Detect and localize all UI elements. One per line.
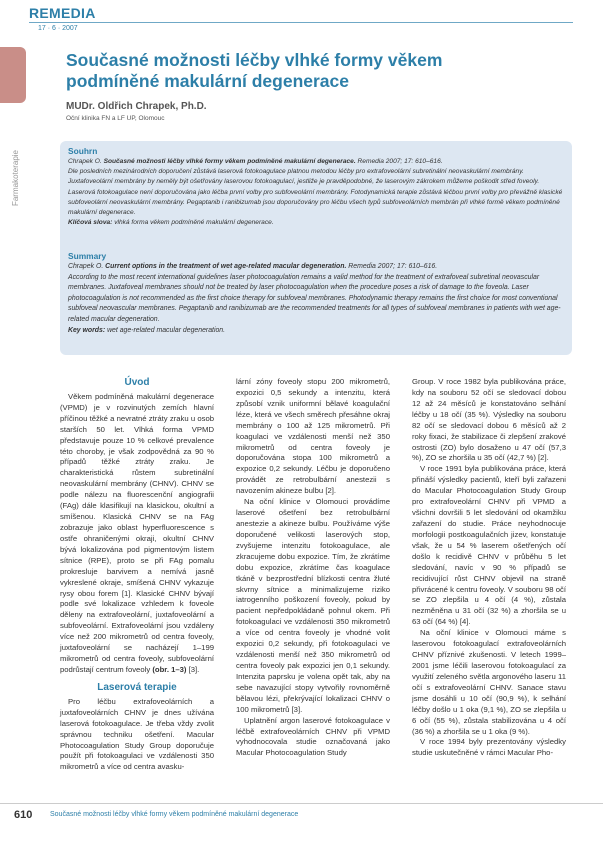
paragraph: Na oční klinice v Olomouci provádíme laserové ošetření bez retrobulbární anestezie a akineze bulbu. Používáme výše doporučené velikosti laserových stop, zvyšujeme intenzitu fotokoagulace, ale zkracujeme dobu expozice. Tím, že zkrátíme dobu expozice, zkrátíme čas koagulace tkáně v bezprostřední blízkosti centra žluté skvrny sítnice a minimalizujeme riziko iatrogenního poškození foveoly, pokud by pacient nepředpokládaně pohnul okem. Při fotokoagulaci ve vzdálenosti 350 mikrometrů a více od centra foveoly je vhodné volit expozici 0,2 sekundy, při fotokoagulaci ve vzdálenosti menší než 350 mikrometrů od centra foveoly pak expozici jen 0,1 sekundy. Intenzita paprsku je volena opět tak, aby na sebe navazující stopy vytvořily rovnoměrně bělavou lézi, překrývající lokalizaci CHNV o 100 mikrometrů [3]. bbox=[236, 497, 390, 714]
footer-divider bbox=[0, 803, 603, 804]
citation-authors: Chrapek O. bbox=[68, 158, 102, 165]
paragraph: V roce 1991 byla publikována práce, která přináší výsledky pacientů, kteří byli zařazeni do Macular Photocoagulation Study Group pro extrafoveolární CHNV při VPMD a všichni dovršili 5 let sledování od okamžiku zařazení do studie. Práce neyhodnocuje morfologii postkoagulačních jizev, konstatuje však, že u 54 % laserem ošetřených očí došlo k recidivě CHNV v průběhu 5 let sledování, navíc v 90 % případů se recidivující růst CHNV objevil na straně přivrácené k centru foveoly. V souboru 98 očí se ZO zlepšila u 4 očí (4 %), zůstala nezměněna u 31 očí (32 %) a zhoršila se u 63 očí (64 %) [4]. bbox=[412, 464, 566, 627]
header-divider bbox=[29, 22, 573, 23]
paragraph bbox=[60, 392, 214, 676]
figure-reference: (obr. 1–3) bbox=[152, 664, 187, 674]
abstract-czech bbox=[68, 146, 564, 228]
keywords-label: Key words: bbox=[68, 326, 106, 334]
paragraph-text: [3]. bbox=[186, 664, 200, 674]
section-tab bbox=[0, 47, 26, 103]
text-column-3 bbox=[412, 377, 566, 759]
article-author: MUDr. Oldřich Chrapek, Ph.D. bbox=[66, 101, 207, 112]
paragraph-text: Věkem podmíněná makulární degenerace (VPMD) je v rozvinutých zemích hlavní příčinou těžké a nevratné ztráty zraku u osob starších 50 let. Vlhká forma VPMD představuje pouze 10 % celkové prevalence této choroby, je však zodpovědná za 90 % případů těžké ztráty zraku. Je charakteristická růstem subretinální neovaskulární membrány (CHNV). CHNV se podle nálezu na fluorescenční angiografii (FAg) dále klasifikují na klasickou, okultní a smíšenou. Klasická CHNV se na FAg zobrazuje jako oblast hyperfluorescence s ostře ohraničenými okraji, okultní CHNV bývá lokalizována pod pigmentovým listem sítnice (RPE), proto se při FAg pomalu prokresluje barvivem a nemívá jasně vykreslené okraje, smíšená CHNV vykazuje rysy obou forem [1]. Klasické CHNV bývají podle své lokalizace vzhledem k foveole děleny na extrafoveolární, juxtafoveolární a subfoveolární. Extrafoveolární jsou vzdáleny více než 200 mikrometrů od centra foveoly, juxtafoveolární se nacházejí 1–199 mikrometrů od centra foveoly, subfoveolární podrůstají centrum foveoly bbox=[60, 391, 214, 674]
abstract-body: Dle posledních mezinárodních doporučení zůstává laserová fotokoagulace platnou metodou léčby pro extrafoveolární subretinální neovaskulární membrány. Juxtafoveolární membrány by neměly být ošetřovány laserovou fotokoagulací, jestliže je pravděpodobné, že laserovým zákrokem můžeme poškodit střed foveoly. Laserová fotokoagulace není doporučována jako léčba první volby pro subfoveolární membrány. Fotodynamická terapie zůstává léčbou první volby pro převážně klasické subfoveolární neovaskulární membrány. Pegaptanib i ranibizumab jsou doporučovány pro léčbu všech typů subfoveolárních membrán při vlhké formě věkem podmíněné makulární degenerace. bbox=[68, 168, 563, 217]
keywords-label: Klíčová slova: bbox=[68, 219, 113, 227]
summary-citation bbox=[68, 262, 564, 273]
abstract-heading: Souhrn bbox=[68, 146, 98, 156]
page-number: 610 bbox=[14, 809, 33, 821]
citation-source: Remedia 2007; 17: 610–616. bbox=[348, 263, 438, 270]
paragraph: Group. V roce 1982 byla publikována práce, kdy na souboru 52 očí se sledovací dobou 12 až 24 měsíců je konstatováno selhání léčby u 18 očí (35 %). Výsledky na souboru 82 očí se sledovací dobou 6 měsíců až 2 roky fixaci, že stabilizace či zlepšení zrakové ostrosti (ZO) bylo dosaženo u 47 očí (57,3 %), ZO se zhoršila u 35 očí (42,7 %) [2]. bbox=[412, 377, 566, 463]
journal-brand: REMEDIA bbox=[29, 5, 96, 21]
section-side-label: Farmakoterapie bbox=[11, 150, 20, 207]
paragraph: lární zóny foveoly stopu 200 mikrometrů, expozici 0,5 sekundy a intenzitu, která způsobí vznik uniformní bělavé koagulační léze, která ve všech směrech přesáhne okraj membrány o 100 až 125 mikrometrů. Při koagulaci ve vzdálenosti menší než 350 mikrometrů od centra foveoly je doporučována stopa 100 mikrometrů a expozice 0,2 sekundy. Léčbu je doporučeno provádět ze retrobulbární anestezii s navozením akineze bulbu [2]. bbox=[236, 377, 390, 496]
paragraph: V roce 1994 byly prezentovány výsledky studie uskutečněné v rámci Macular Pho- bbox=[412, 737, 566, 758]
citation-source: Remedia 2007; 17: 610–616. bbox=[357, 158, 443, 165]
issue-date: 17 · 6 · 2007 bbox=[38, 25, 78, 32]
summary-heading: Summary bbox=[68, 251, 107, 261]
paragraph: Na oční klinice v Olomouci máme s laserovou fotokoagulací extrafoveolárních CHNV příznivé zkušenosti. V letech 1999–2001 jsme léčili laserovou fotokoagulací za využití zeleného světla argonového laseru 11 očí s extrafoveolární CHNV. Sanace stavu jsme dosáhli u 10 očí (90,9 %), k selhání léčby došlo u 1 oka (9,1 %), ZO se zlepšila u 6 očí (55 %), zůstala stabilizována u 4 očí (36 %) a zhoršila se u 1 oka (9 %). bbox=[412, 628, 566, 736]
abstract-citation bbox=[68, 157, 564, 167]
section-heading-laser: Laserová terapie bbox=[97, 681, 177, 693]
keywords-text: vlhká forma věkem podmíněné makulární degenerace. bbox=[114, 219, 274, 227]
paragraph: Pro léčbu extrafoveolárních a juxtafoveolárních CHNV je dnes užívána laserová fotokoagulace. Je třeba vždy zvolit správnou techniku ošetření. Macular Photocoagulation Study Group doporučuje použít při fotokoagulaci ve vzdálenosti 350 mikrometrů a více od centra avasku- bbox=[60, 696, 214, 772]
paragraph: Uplatnění argon laserové fotokoagulace v léčbě extrafoveolárních CHNV při VPMD vyhodnocovala studie označovaná jako Macular Photocoagulation Study bbox=[236, 715, 390, 758]
keywords-line bbox=[68, 326, 564, 337]
section-heading-uvod: Úvod bbox=[124, 377, 150, 388]
citation-authors: Chrapek O. bbox=[68, 263, 104, 270]
author-affiliation: Oční klinika FN a LF UP, Olomouc bbox=[66, 115, 165, 122]
keywords-text: wet age-related macular degeneration. bbox=[107, 326, 226, 334]
abstract-english bbox=[68, 251, 564, 336]
summary-body: According to the most recent international guidelines laser photocoagulation remains a valid method for the treatment of extrafoveal subretinal neovascular membranes. Juxtafoveal membranes should not be treated by laser photocoagulation when the procedure poses a risk of damage to the foveola. Laser photocoagulation is not recommended as the first choice therapy for subfoveal membranes. Photodynamic therapy remains the first choice for most conventional subfoveal neovascular membranes. Pegaptanib and ranibizumab are the recommended treatments for all types of subfoveal membranes in patients with wet age-related macular degeneration. bbox=[68, 273, 561, 323]
text-column-1 bbox=[60, 376, 214, 773]
keywords-line bbox=[68, 218, 564, 228]
citation-title: Current options in the treatment of wet age-related macular degeneration. bbox=[105, 263, 347, 270]
running-title: Současné možnosti léčby vlhké formy věkem podmíněné makulární degenerace bbox=[50, 811, 299, 818]
citation-title: Současné možnosti léčby vlhké formy věkem podmíněné makulární degenerace. bbox=[103, 158, 356, 165]
article-title: Současné možnosti léčby vlhké formy věkem podmíněné makulární degenerace bbox=[66, 50, 443, 91]
text-column-2 bbox=[236, 377, 390, 759]
